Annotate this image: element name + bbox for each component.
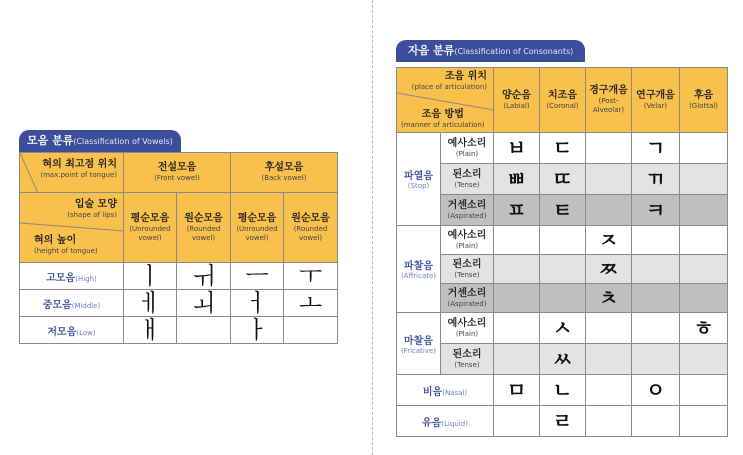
consonant-cell	[540, 284, 586, 313]
consonant-cell: ㅍ	[494, 195, 540, 226]
sub-label	[441, 226, 494, 255]
consonant-cell: ㄱ	[632, 133, 680, 164]
vowel-cell	[177, 317, 231, 344]
consonant-cell	[586, 195, 632, 226]
table-row	[397, 255, 728, 284]
vowel-row-label	[20, 317, 124, 344]
consonant-title-ko: 자음 분류	[408, 44, 455, 57]
vowel-cell	[284, 317, 338, 344]
sub-en: (Tense)	[454, 180, 480, 189]
vowel-cell: ㅚ	[177, 290, 231, 317]
consonant-cell	[586, 406, 632, 437]
tongue-level-ko: 혀의 높이	[34, 235, 77, 246]
consonant-cell	[494, 344, 540, 375]
vowel-col-3	[284, 193, 338, 263]
vowel-row-label	[20, 263, 124, 290]
consonant-corner-header	[397, 68, 494, 133]
row-en: (Middle)	[71, 301, 101, 310]
consonant-cell	[632, 284, 680, 313]
consonant-cell	[494, 255, 540, 284]
vowel-row-label	[20, 290, 124, 317]
consonant-cell: ㅊ	[586, 284, 632, 313]
consonant-cell: ㅎ	[680, 313, 728, 344]
table-row	[397, 164, 728, 195]
vowel-col-en: (Rounded	[293, 224, 328, 233]
consonant-table-tab	[396, 40, 585, 62]
vowel-col-en: vowel)	[191, 233, 216, 242]
place-ko: 조음 위치	[444, 71, 487, 82]
consonant-cell	[632, 226, 680, 255]
consonant-cell	[680, 226, 728, 255]
table-row	[397, 226, 728, 255]
vowel-cell: ㅟ	[177, 263, 231, 290]
consonant-col-en: (Velar)	[643, 101, 668, 110]
sub-label	[441, 284, 494, 313]
vowel-position-header	[20, 153, 124, 193]
consonant-cell: ㅈ	[586, 226, 632, 255]
group-affricate	[397, 226, 441, 313]
consonant-col-en: Alveolar)	[592, 106, 625, 114]
consonant-cell	[540, 226, 586, 255]
consonant-col-ko: 경구개음	[589, 85, 628, 96]
consonant-cell	[586, 164, 632, 195]
sub-label	[441, 195, 494, 226]
sub-ko: 거센소리	[447, 199, 487, 211]
consonant-cell: ㅅ	[540, 313, 586, 344]
consonant-cell: ㄷ	[540, 133, 586, 164]
consonant-cell	[680, 255, 728, 284]
vowel-cell: ㅡ	[231, 263, 284, 290]
sub-ko: 된소리	[452, 348, 482, 360]
row-ko: 중모음	[42, 299, 72, 311]
vowel-cell: ㅓ	[231, 290, 284, 317]
consonant-cell: ㅌ	[540, 195, 586, 226]
consonant-cell	[632, 344, 680, 375]
single-ko: 비음	[422, 386, 443, 398]
sub-label	[441, 344, 494, 375]
vowel-cell: ㅐ	[124, 317, 177, 344]
consonant-cell	[586, 313, 632, 344]
consonant-col-coronal	[540, 68, 586, 133]
row-en: (High)	[75, 274, 97, 283]
table-row	[397, 313, 728, 344]
vowel-col-en: (Rounded	[186, 224, 221, 233]
vowel-title-ko: 모음 분류	[27, 134, 74, 147]
consonant-cell	[680, 133, 728, 164]
vowel-cell: ㅜ	[284, 263, 338, 290]
sub-label	[441, 133, 494, 164]
consonant-cell	[494, 406, 540, 437]
sub-en: (Plain)	[455, 149, 479, 158]
consonant-col-ko: 양순음	[502, 89, 531, 101]
table-row	[397, 406, 728, 437]
table-row	[397, 375, 728, 406]
liquid-label	[397, 406, 494, 437]
consonant-cell	[632, 406, 680, 437]
consonant-cell: ㅆ	[540, 344, 586, 375]
lips-en: (shape of lips)	[67, 211, 117, 219]
lips-ko: 입술 모양	[74, 199, 117, 210]
vowel-lips-height-header	[20, 193, 124, 263]
front-vowel-header	[124, 153, 231, 193]
consonant-cell: ㄹ	[540, 406, 586, 437]
sub-ko: 된소리	[452, 258, 482, 270]
vowel-col-1	[177, 193, 231, 263]
consonant-cell: ㅋ	[632, 195, 680, 226]
sub-ko: 예사소리	[447, 229, 487, 241]
consonant-col-labial	[494, 68, 540, 133]
vowel-col-2	[231, 193, 284, 263]
vowel-col-en: (Unrounded	[129, 224, 171, 233]
sub-label	[441, 255, 494, 284]
consonant-table	[396, 67, 728, 437]
group-en: (Stop)	[407, 182, 430, 190]
group-ko: 파찰음	[404, 261, 433, 272]
table-row	[20, 290, 338, 317]
consonant-cell	[632, 313, 680, 344]
consonant-cell: ㅃ	[494, 164, 540, 195]
consonant-cell	[680, 406, 728, 437]
consonant-cell	[586, 133, 632, 164]
vowel-col-ko: 원순모음	[184, 212, 223, 224]
back-vowel-header	[231, 153, 338, 193]
front-vowel-en: (Front vowel)	[154, 174, 200, 182]
vowel-col-en: vowel)	[298, 233, 323, 242]
page-divider	[372, 0, 373, 455]
consonant-cell: ㅁ	[494, 375, 540, 406]
vowel-table-tab	[19, 130, 181, 152]
single-en: (Nasal)	[442, 388, 468, 397]
consonant-cell: ㄸ	[540, 164, 586, 195]
sub-ko: 예사소리	[447, 137, 487, 149]
group-ko: 파열음	[404, 171, 433, 182]
vowel-col-0	[124, 193, 177, 263]
vowel-cell: ㅣ	[124, 263, 177, 290]
consonant-cell	[494, 226, 540, 255]
consonant-cell	[540, 255, 586, 284]
sub-en: (Aspirated)	[447, 211, 487, 220]
sub-label	[441, 164, 494, 195]
single-en: (Liquid)	[441, 419, 468, 428]
group-fricative	[397, 313, 441, 375]
vowel-col-en: vowel)	[138, 233, 162, 242]
manner-en: (manner of articulation)	[401, 121, 485, 129]
consonant-cell	[680, 344, 728, 375]
consonant-col-ko: 치조음	[548, 89, 577, 101]
consonant-col-en: (Labial)	[503, 101, 530, 110]
front-vowel-ko: 전설모음	[157, 162, 197, 173]
tongue-level-en: (height of tongue)	[34, 247, 98, 255]
sub-en: (Plain)	[455, 241, 479, 250]
consonant-col-ko: 후음	[693, 89, 714, 101]
consonant-cell: ㄲ	[632, 164, 680, 195]
row-ko: 저모음	[47, 326, 77, 338]
consonant-col-velar	[632, 68, 680, 133]
sub-label	[441, 313, 494, 344]
consonant-cell	[586, 344, 632, 375]
sub-en: (Aspirated)	[447, 299, 487, 308]
sub-en: (Tense)	[454, 270, 480, 279]
sub-ko: 예사소리	[447, 317, 487, 329]
consonant-col-post-alveolar	[586, 68, 632, 133]
consonant-title-en: (Classification of Consonants)	[454, 47, 574, 56]
consonant-cell	[586, 375, 632, 406]
group-stop	[397, 133, 441, 226]
vowel-col-ko: 원순모음	[291, 212, 330, 224]
group-en: (Fricative)	[400, 346, 437, 355]
table-row	[397, 284, 728, 313]
vowel-col-ko: 평순모음	[130, 212, 170, 224]
manner-ko: 조음 방법	[421, 109, 464, 120]
consonant-cell	[494, 284, 540, 313]
vowel-cell: ㅔ	[124, 290, 177, 317]
row-en: (Low)	[76, 328, 96, 337]
back-vowel-ko: 후설모음	[264, 162, 304, 173]
sub-en: (Tense)	[454, 360, 480, 369]
vowel-col-ko: 평순모음	[237, 212, 277, 224]
consonant-cell: ㅇ	[632, 375, 680, 406]
consonant-col-en: (Coronal)	[546, 101, 579, 110]
vowel-col-en: vowel)	[245, 233, 269, 242]
place-en: (place of articulation)	[411, 83, 487, 91]
row-ko: 고모음	[46, 272, 76, 284]
vowel-cell: ㅏ	[231, 317, 284, 344]
consonant-cell: ㅉ	[586, 255, 632, 284]
sub-ko: 거센소리	[447, 287, 487, 299]
table-row	[20, 317, 338, 344]
consonant-cell: ㅂ	[494, 133, 540, 164]
tongue-top-ko: 혀의 최고점 위치	[42, 159, 117, 170]
vowel-cell: ㅗ	[284, 290, 338, 317]
consonant-cell	[680, 195, 728, 226]
consonant-col-glottal	[680, 68, 728, 133]
tongue-top-en: (max.point of tongue)	[40, 171, 117, 179]
consonant-cell	[632, 255, 680, 284]
consonant-cell	[680, 375, 728, 406]
nasal-label	[397, 375, 494, 406]
back-vowel-en: (Back vowel)	[261, 174, 307, 182]
sub-en: (Plain)	[455, 329, 479, 338]
vowel-table	[19, 152, 338, 344]
consonant-col-en: (Post-	[598, 97, 619, 105]
table-row	[397, 195, 728, 226]
vowel-title-en: (Classification of Vowels)	[73, 137, 173, 146]
table-row	[397, 344, 728, 375]
consonant-col-ko: 연구개음	[636, 89, 675, 101]
sub-ko: 된소리	[452, 168, 482, 180]
consonant-cell	[680, 284, 728, 313]
consonant-cell: ㄴ	[540, 375, 586, 406]
single-ko: 유음	[422, 417, 442, 429]
table-row	[20, 263, 338, 290]
group-ko: 마찰음	[404, 335, 433, 347]
vowel-col-en: (Unrounded	[236, 224, 278, 233]
group-en: (Affricate)	[400, 272, 437, 280]
consonant-cell	[680, 164, 728, 195]
table-row	[397, 133, 728, 164]
consonant-col-en: (Glottal)	[689, 101, 718, 110]
consonant-cell	[494, 313, 540, 344]
